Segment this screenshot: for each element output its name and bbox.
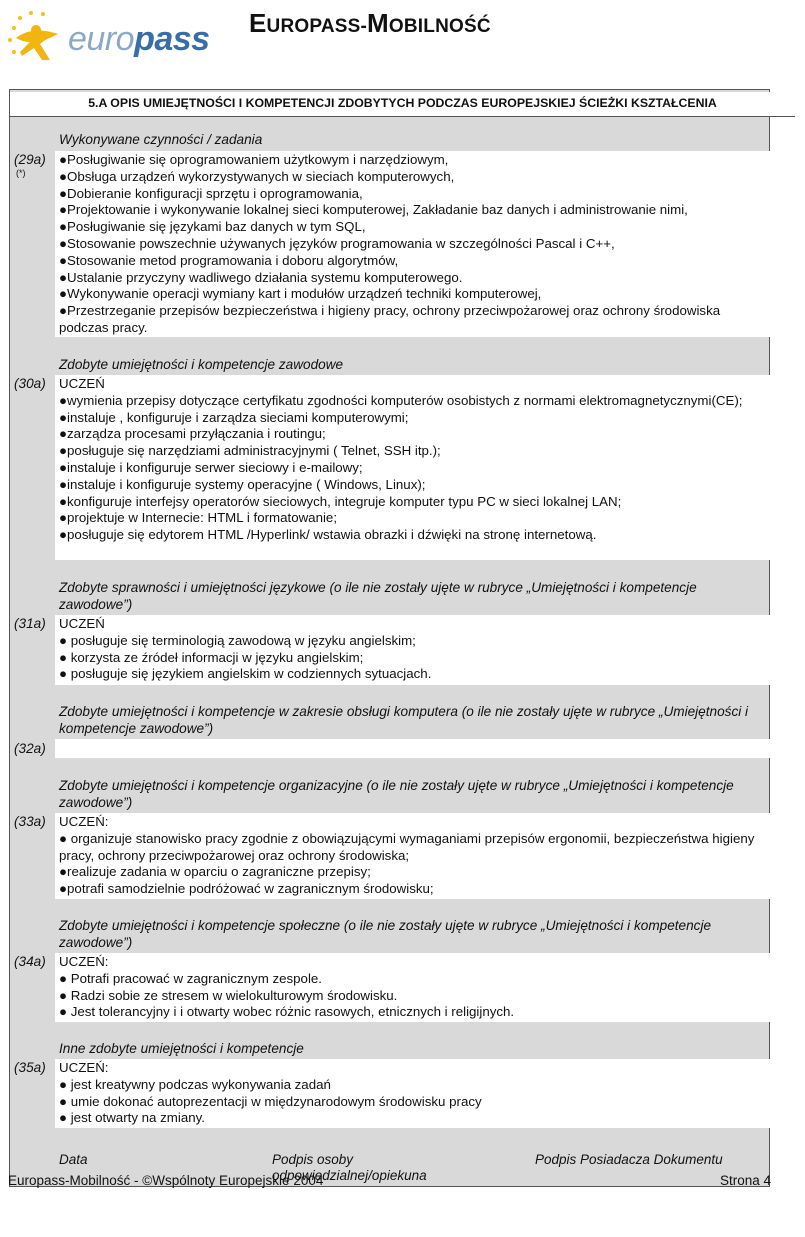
line: ● jest kreatywny podczas wykonywania zadań (59, 1076, 331, 1092)
title-rest-1: UROPASS- (266, 16, 368, 37)
line: ●Posługiwanie się językami baz danych w tym SQL, (59, 219, 366, 235)
label-32: Zdobyte umiejętności i kompetencje w zakresie obsługi komputera (o ile nie zostały ujęte w rubryce „Umiejętności i kompetencje zawodowe”) (59, 704, 749, 736)
line: ●instaluje i konfiguruje systemy operacyjne ( Windows, Linux); (59, 476, 426, 492)
line: ●Dobieranie konfiguracji sprzętu i oprogramowania, (59, 185, 363, 201)
line: ● Potrafi pracować w zagranicznym zespole. (59, 970, 322, 986)
label-30: Zdobyte umiejętności i kompetencje zawodowe (59, 357, 344, 372)
line: ●Projektowanie i wykonywanie lokalnej sieci komputerowej, Zakładanie baz danych i administrowanie nimi, (59, 202, 688, 218)
line: ●potrafi samodzielnie podróżować w zagranicznym środowisku; (59, 881, 434, 897)
code-29: (29a) (14, 152, 46, 167)
field-29[interactable] (55, 151, 775, 337)
field-34[interactable] (55, 953, 775, 1022)
footer-page-number: Strona 4 (719, 1173, 771, 1188)
line: ● jest otwarty na zmiany. (59, 1110, 205, 1126)
line: ● Jest tolerancyjny i i otwarty wobec różnic rasowych, etnicznych i religijnych. (59, 1004, 515, 1020)
line: ●Stosowanie powszechnie używanych języków programowania w szczególności Pascal i C++, (59, 235, 615, 251)
code-35: (35a) (14, 1060, 46, 1075)
line: ●konfiguruje interfejsy operatorów sieciowych, integruje komputer typu PC w sieci lokalnej LAN; (59, 493, 622, 509)
europass-logo (6, 8, 210, 68)
line: ● posługuje się językiem angielskim w codziennych sytuacjach. (59, 666, 432, 682)
logo-part-2: o (115, 20, 135, 58)
logo-part-1: eur (68, 20, 116, 58)
line: ● korzysta ze źródeł informacji w języku angielskim; (59, 649, 364, 665)
field-31[interactable] (55, 615, 775, 685)
line: ●zarządza procesami przyłączania i routingu; (59, 426, 326, 442)
title-cap-m: M (367, 8, 389, 38)
line: ●posługuje się edytorem HTML /Hyperlink/ wstawia obrazki i dźwięki na stronę internetową. (59, 527, 597, 543)
section-title: 5.A OPIS UMIEJĘTNOŚCI I KOMPETENCJI ZDOBYTYCH PODCZAS EUROPEJSKIEJ ŚCIEŻKI KSZTAŁCENIA (10, 92, 795, 117)
label-29: Wykonywane czynności / zadania (59, 132, 263, 147)
line: UCZEŃ (59, 376, 105, 391)
line: ●Stosowanie metod programowania i doboru algorytmów, (59, 252, 399, 268)
line: ●Wykonywanie operacji wymiany kart i modułów urządzeń techniki komputerowej, (59, 286, 542, 302)
label-33: Zdobyte umiejętności i kompetencje organizacyjne (o ile nie zostały ujęte w rubryce „Umiejętności i kompetencje zawodowe”) (59, 778, 734, 810)
line: UCZEŃ (59, 616, 105, 631)
line: ●posługuje się narzędziami administracyjnymi ( Telnet, SSH itp.); (59, 443, 441, 459)
logo-part-3: pass (134, 20, 210, 58)
code-30: (30a) (14, 376, 46, 391)
line: ● umie dokonać autoprezentacji w międzynarodowym środowisku pracy (59, 1093, 482, 1109)
line: ●projektuje w Internecie: HTML i formatowanie; (59, 510, 338, 526)
field-30[interactable] (55, 375, 775, 560)
label-31: Zdobyte sprawności i umiejętności językowe (o ile nie zostały ujęte w rubryce „Umiejętności i kompetencje zawodowe”) (59, 580, 697, 612)
code-33: (33a) (14, 814, 46, 829)
stars-figure-icon (6, 8, 68, 66)
line: ●Przestrzeganie przepisów bezpieczeństwa i higieny pracy, ochrony przeciwpożarowej oraz ochrony środowiska podczas pracy. (59, 303, 721, 335)
sig-responsible-label: Podpis osoby odpowiedzialnej/opiekuna (272, 1152, 427, 1183)
line: ● Radzi sobie ze stresem w wielokulturowym środowisku. (59, 987, 398, 1003)
line: ●Posługiwanie się oprogramowaniem użytkowym i narzędziowym, (59, 152, 449, 167)
line: ●instaluje i konfiguruje serwer sieciowy i e-mailowy; (59, 459, 363, 475)
field-33[interactable] (55, 813, 775, 899)
code-31: (31a) (14, 616, 46, 631)
note-29: (*) (16, 168, 26, 178)
line: ●Ustalanie przyczyny wadliwego działania systemu komputerowego. (59, 269, 463, 285)
line: ●instaluje , konfiguruje i zarządza sieciami komputerowymi; (59, 409, 409, 425)
page-title (249, 8, 491, 39)
line: UCZEŃ: (59, 954, 109, 969)
line: ●wymienia przepisy dotyczące certyfikatu zgodności komputerów osobistych z normami elektromagnetycznymi(CE); (59, 392, 743, 408)
label-34: Zdobyte umiejętności i kompetencje społeczne (o ile nie zostały ujęte w rubryce „Umiejętności i kompetencje zawodowe”) (59, 918, 712, 950)
label-35: Inne zdobyte umiejętności i kompetencje (59, 1041, 304, 1056)
sig-date-label: Data (59, 1152, 88, 1167)
line: ● organizuje stanowisko pracy zgodnie z obowiązującymi wymaganiami przepisów ergonomii, bezpieczeństwa higieny pracy, ochrony przeciwpożarowej oraz ochrony środowiska; (59, 830, 755, 863)
title-rest-2: OBILNOŚĆ (388, 16, 491, 37)
title-cap-e: E (249, 8, 267, 38)
line: ●Obsługa urządzeń wykorzystywanych w sieciach komputerowych, (59, 168, 455, 184)
footer-copyright: Europass-Mobilność - ©Wspólnoty Europejskie 2004 (8, 1173, 324, 1188)
field-35[interactable] (55, 1059, 775, 1128)
line: UCZEŃ: (59, 814, 109, 829)
field-32[interactable] (55, 739, 775, 758)
line: UCZEŃ: (59, 1060, 109, 1075)
line: ●realizuje zadania w oparciu o zagraniczne przepisy; (59, 864, 371, 880)
sig-holder-label: Podpis Posiadacza Dokumentu (535, 1152, 723, 1167)
line: ● posługuje się terminologią zawodową w języku angielskim; (59, 632, 416, 648)
code-34: (34a) (14, 954, 46, 969)
code-32: (32a) (14, 741, 46, 756)
